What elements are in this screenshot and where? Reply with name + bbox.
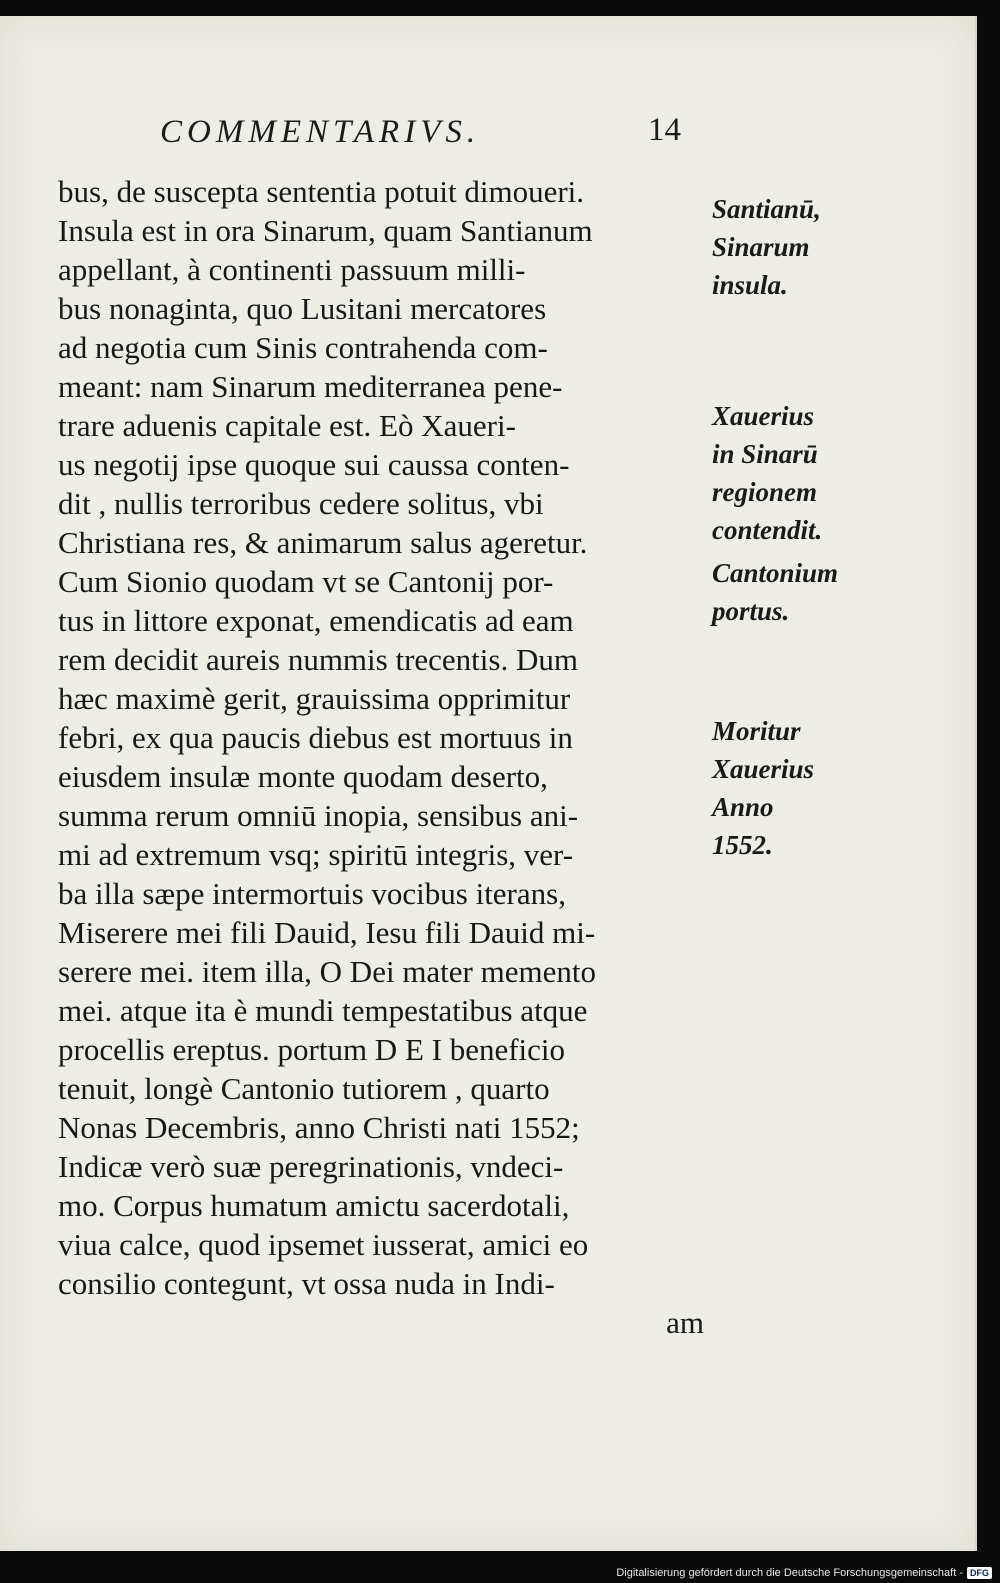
text-line: Indicæ verò suæ peregrinationis, vndeci- — [58, 1149, 564, 1184]
text-line: Cum Sionio quodam vt se Cantonij por- — [58, 564, 554, 599]
margin-note-line: Sinarum — [712, 232, 810, 262]
text-line: ba illa sæpe intermortuis vocibus iterans, — [58, 876, 566, 911]
text-line: rem decidit aureis nummis trecentis. Dum — [58, 642, 578, 677]
text-line: dit , nullis terroribus cedere solitus, vbi — [58, 486, 544, 521]
margin-note-line: Xauerius — [712, 401, 815, 431]
text-line: us negotij ipse quoque sui caussa conten- — [58, 447, 570, 482]
text-line: consilio contegunt, vt ossa nuda in Indi- — [58, 1266, 555, 1301]
margin-note-line: Cantonium — [712, 558, 839, 588]
credit-text: Digitalisierung gefördert durch die Deutsche Forschungsgemeinschaft - — [616, 1567, 963, 1579]
text-line: procellis ereptus. portum D E I beneficio — [58, 1032, 566, 1067]
text-line: Nonas Decembris, anno Christi nati 1552; — [58, 1110, 580, 1145]
page-number: 14 — [648, 112, 681, 148]
text-line: Miserere mei fili Dauid, Iesu fili Dauid mi- — [58, 915, 596, 950]
text-line: febri, ex qua paucis diebus est mortuus in — [58, 720, 573, 755]
margin-note-line: in Sinarū — [712, 439, 818, 469]
margin-note-cantonium — [712, 554, 838, 630]
text-line: trare aduenis capitale est. Eò Xaueri- — [58, 408, 516, 443]
margin-note-santianum — [712, 190, 821, 304]
margin-note-moritur — [712, 712, 814, 864]
margin-note-xauerius-contendit — [712, 397, 822, 549]
text-line: Insula est in ora Sinarum, quam Santianum — [58, 213, 593, 248]
text-line: meant: nam Sinarum mediterranea pene- — [58, 369, 563, 404]
book-page — [0, 16, 977, 1551]
text-line: viua calce, quod ipsemet iusserat, amici eo — [58, 1227, 589, 1262]
text-line: bus nonaginta, quo Lusitani mercatores — [58, 291, 547, 326]
text-line: mi ad extremum vsq; spiritū integris, ver- — [58, 837, 574, 872]
margin-note-line: 1552. — [712, 830, 773, 860]
text-line: appellant, à continenti passuum milli- — [58, 252, 526, 287]
margin-note-line: Anno — [712, 792, 774, 822]
text-line: Christiana res, & animarum salus ageretur. — [58, 525, 588, 560]
digitization-credit — [616, 1567, 992, 1579]
margin-note-line: Santianū, — [712, 194, 821, 224]
text-line: ad negotia cum Sinis contrahenda com- — [58, 330, 548, 365]
margin-note-line: Xauerius — [712, 754, 815, 784]
margin-note-line: insula. — [712, 270, 788, 300]
text-line: eiusdem insulæ monte quodam deserto, — [58, 759, 548, 794]
text-line: bus, de suscepta sententia potuit dimoueri. — [58, 174, 585, 209]
text-line: tus in littore exponat, emendicatis ad eam — [58, 603, 574, 638]
text-line: mo. Corpus humatum amictu sacerdotali, — [58, 1188, 570, 1223]
margin-note-line: regionem — [712, 477, 817, 507]
text-line: mei. atque ita è mundi tempestatibus atque — [58, 993, 588, 1028]
dfg-logo: DFG — [967, 1567, 992, 1579]
text-line: tenuit, longè Cantonio tutiorem , quarto — [58, 1071, 550, 1106]
margin-note-line: portus. — [712, 596, 790, 626]
margin-note-line: contendit. — [712, 515, 823, 545]
text-line: hæc maximè gerit, grauissima opprimitur — [58, 681, 571, 716]
margin-notes — [712, 16, 872, 1551]
body-text — [58, 172, 708, 1342]
catchword: am — [666, 1305, 704, 1340]
text-line: summa rerum omniū inopia, sensibus ani- — [58, 798, 579, 833]
running-head: COMMENTARIVS. — [160, 114, 481, 150]
margin-note-line: Moritur — [712, 716, 801, 746]
text-line: serere mei. item illa, O Dei mater memento — [58, 954, 596, 989]
